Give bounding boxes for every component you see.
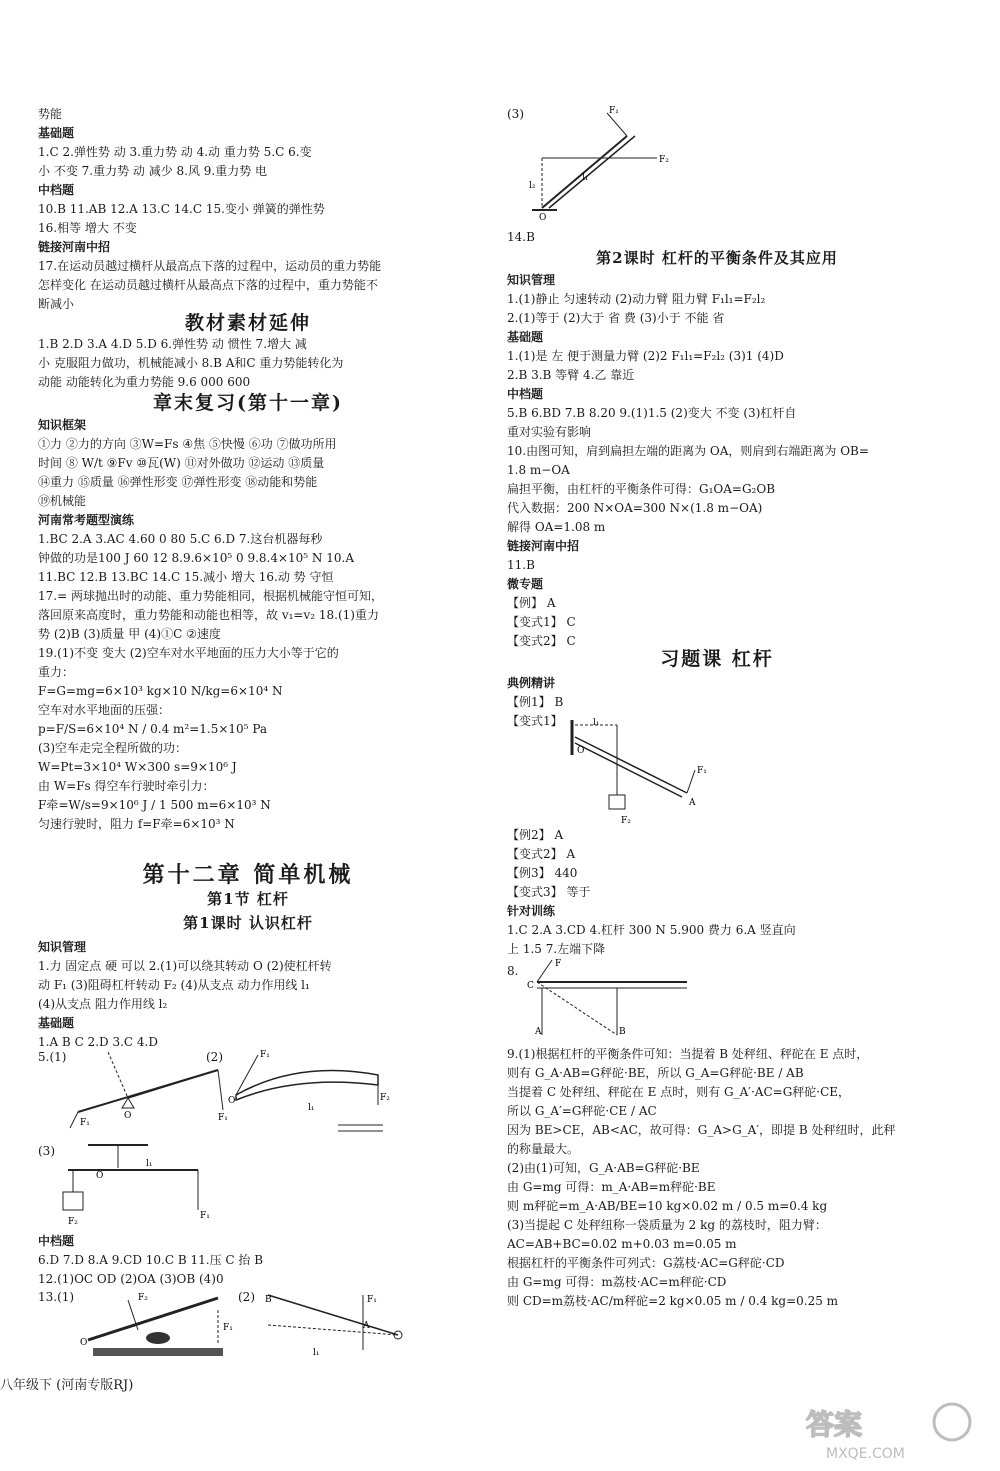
answer-line: 小 克服阻力做功，机械能减小 8.B A和C 重力势能转化为 <box>38 356 344 370</box>
svg-text:A: A <box>689 798 696 808</box>
energy-answers <box>38 105 458 314</box>
answer-line: 10.由图可知，肩到扁担左端的距离为 OA，则肩到右端距离为 OB= <box>507 444 869 458</box>
answer-line: (4)从支点 阻力作用线 l₂ <box>38 997 168 1011</box>
svg-text:B: B <box>619 1027 626 1037</box>
question-9 <box>507 1045 927 1311</box>
lesson-2-title: 第2课时 杠杆的平衡条件及其应用 <box>596 249 838 267</box>
figure-5-2 <box>228 1045 388 1135</box>
answer-line: W=Pt=3×10⁴ W×300 s=9×10⁶ J <box>38 760 237 774</box>
answer-line: 1.A B C 2.D 3.C 4.D <box>38 1035 158 1049</box>
svg-text:F₂: F₂ <box>621 816 631 826</box>
answer-line: 则 CD=m荔枝·AC/m秤砣=2 kg×0.05 m / 0.4 kg=0.25 m <box>507 1294 839 1308</box>
answer-line: 当提着 C 处秤纽、秤砣在 E 点时，则有 G_A′·AC=G秤砣·CE， <box>507 1085 851 1099</box>
answer-line: 则 m秤砣=m_A·AB/BE=10 kg×0.02 m / 0.5 m=0.4 kg <box>507 1199 828 1213</box>
answer-line: 怎样变化 在运动员越过横杆从最高点下落的过程中，重力势能不 <box>38 278 378 292</box>
watermark-logo <box>800 1400 990 1464</box>
answer-line: 【例1】 B <box>507 695 564 709</box>
review-answers <box>38 416 458 834</box>
answer-line: 【例2】 A <box>507 828 564 842</box>
label-8: 8. <box>507 964 519 978</box>
svg-text:l₁: l₁ <box>313 1348 320 1358</box>
svg-text:答案: 答案 <box>806 1408 863 1441</box>
section-label: 典例精讲 <box>507 676 556 690</box>
svg-text:F₁: F₁ <box>80 1118 90 1128</box>
figure-5-1 <box>68 1050 228 1128</box>
lesson-2-answers <box>507 271 927 651</box>
answer-line: 【变式1】 <box>507 714 563 728</box>
svg-text:B: B <box>265 1295 272 1305</box>
section-label: 链接河南中招 <box>507 539 580 553</box>
svg-text:l₁: l₁ <box>146 1159 153 1169</box>
answer-line: 势 (2)B (3)质量 甲 (4)①C ②速度 <box>38 627 221 641</box>
section-label: 基础题 <box>38 126 75 140</box>
svg-text:F₁: F₁ <box>367 1295 377 1305</box>
answer-line: 落回原来高度时，重力势能和动能也相等，故 v₁=v₂ 18.(1)重力 <box>38 608 379 622</box>
svg-text:O: O <box>577 746 585 756</box>
section-label: 知识管理 <box>507 273 556 287</box>
section-label: 基础题 <box>507 330 544 344</box>
section-1-title: 第1节 杠杆 <box>207 890 289 908</box>
figure-5-3 <box>58 1140 218 1230</box>
answer-line: 重力： <box>38 665 75 679</box>
answer-line: (3)当提起 C 处秤纽称一袋质量为 2 kg 的荔枝时，阻力臂： <box>507 1218 827 1232</box>
figure-variant-1 <box>567 715 737 825</box>
answer-line: 【例3】 440 <box>507 866 578 880</box>
section-label: 中档题 <box>507 387 544 401</box>
section-label: 知识管理 <box>38 940 87 954</box>
answer-line: 小 不变 7.重力势 动 减少 8.风 9.重力势 电 <box>38 164 268 178</box>
answer-line: ⑲机械能 <box>38 494 87 508</box>
label-5-1: 5.(1) <box>38 1050 67 1064</box>
label-13-2: (2) <box>238 1290 255 1304</box>
figure-13-1 <box>78 1290 238 1360</box>
answer-line: 12.(1)OC OD (2)OA (3)OB (4)0 <box>38 1272 224 1286</box>
answer-line: 扁担平衡，由杠杆的平衡条件可得：G₁OA=G₂OB <box>507 482 776 496</box>
svg-text:F₂: F₂ <box>659 155 669 165</box>
svg-text:A: A <box>363 1321 370 1331</box>
lesson-1-title: 第1课时 认识杠杆 <box>183 914 313 932</box>
answer-line: 5.B 6.BD 7.B 8.20 9.(1)1.5 (2)变大 不变 (3)杠杆自 <box>507 406 797 420</box>
svg-text:O: O <box>80 1338 88 1348</box>
svg-text:C: C <box>527 981 534 991</box>
label-3: (3) <box>507 107 524 121</box>
svg-text:MXQE.COM: MXQE.COM <box>826 1446 905 1462</box>
svg-text:F₂: F₂ <box>138 1293 148 1303</box>
answer-line: 1.B 2.D 3.A 4.D 5.D 6.弹性势 动 惯性 7.增大 减 <box>38 337 307 351</box>
answer-line: 时间 ⑧ W/t ⑨Fv ⑩瓦(W) ⑪对外做功 ⑫运动 ⑬质量 <box>38 456 325 470</box>
answer-line: 6.D 7.D 8.A 9.CD 10.C B 11.压 C 抬 B <box>38 1253 264 1267</box>
answer-line: 17.= 两球抛出时的动能、重力势能相同，根据机械能守恒可知， <box>38 589 383 603</box>
answer-line: 17.在运动员越过横杆从最高点下落的过程中，运动员的重力势能 <box>38 259 382 273</box>
answer-line: 钟做的功是100 J 60 12 8.9.6×10⁵ 0 9.8.4×10⁵ N 10.A <box>38 551 354 565</box>
label-5-2: (2) <box>206 1050 223 1064</box>
answer-line: 根据杠杆的平衡条件可列式：G荔枝·AC=G秤砣·CD <box>507 1256 785 1270</box>
answer-line: F牵=W/s=9×10⁶ J / 1 500 m=6×10³ N <box>38 798 271 812</box>
answer-line: 匀速行驶时，阻力 f=F牵=6×10³ N <box>38 817 235 831</box>
section-label: 微专题 <box>507 577 544 591</box>
answer-line: 解得 OA=1.08 m <box>507 520 606 534</box>
lesson-1-answers <box>38 938 458 1052</box>
svg-text:F₁: F₁ <box>260 1050 270 1060</box>
svg-text:O: O <box>228 1096 236 1106</box>
answer-line: 代入数据：200 N×OA=300 N×(1.8 m−OA) <box>507 501 763 515</box>
svg-text:F₁: F₁ <box>697 766 707 776</box>
answer-line: 【变式2】 C <box>507 634 576 648</box>
answer-line: 9.(1)根据杠杆的平衡条件可知：当提着 B 处秤纽、秤砣在 E 点时， <box>507 1047 869 1061</box>
answer-line: 动能 动能转化为重力势能 9.6 000 600 <box>38 375 251 389</box>
page-footer: 八年级下 (河南专版RJ) <box>0 1378 134 1393</box>
section-title-review: 章末复习(第十一章) <box>153 392 343 414</box>
figure-13-2 <box>263 1290 413 1360</box>
answer-line: 16.相等 增大 不变 <box>38 221 137 235</box>
figure-8 <box>527 960 697 1035</box>
answer-line: 1.C 2.A 3.CD 4.杠杆 300 N 5.900 费力 6.A 竖直向 <box>507 923 796 937</box>
svg-text:F₂: F₂ <box>68 1217 78 1227</box>
section-label: 知识框架 <box>38 418 87 432</box>
svg-text:l₁: l₁ <box>308 1103 315 1113</box>
figure-3 <box>527 106 687 223</box>
answer-line: 【变式1】 C <box>507 615 576 629</box>
svg-text:O: O <box>124 1111 132 1121</box>
answer-line: 1.BC 2.A 3.AC 4.60 0 80 5.C 6.D 7.这台机器每秒 <box>38 532 323 546</box>
answer-line: 则有 G_A·AB=G秤砣·BE，所以 G_A=G秤砣·BE / AB <box>507 1066 804 1080</box>
chapter-title: 第十二章 简单机械 <box>142 862 354 888</box>
answer-line: 重对实验有影响 <box>507 425 592 439</box>
answer-line: 的称量最大。 <box>507 1142 580 1156</box>
answer-line: 1.(1)静止 匀速转动 (2)动力臂 阻力臂 F₁l₁=F₂l₂ <box>507 292 766 306</box>
answer-line: 1.8 m−OA <box>507 463 570 477</box>
line-14: 14.B <box>507 230 535 244</box>
answer-line: 空车对水平地面的压强： <box>38 703 171 717</box>
svg-text:l₁: l₁ <box>593 718 600 728</box>
svg-text:F: F <box>555 959 562 969</box>
answer-line: 【变式2】 A <box>507 847 576 861</box>
mid-answers <box>38 1232 458 1289</box>
section-label: 链接河南中招 <box>38 240 111 254</box>
svg-text:l₂: l₂ <box>529 181 536 191</box>
section-label: 针对训练 <box>507 904 556 918</box>
practice-title: 习题课 杠杆 <box>660 648 774 670</box>
section-title-extend: 教材素材延伸 <box>184 312 311 334</box>
svg-text:A: A <box>535 1027 542 1037</box>
answer-line: 2.B 3.B 等臂 4.乙 靠近 <box>507 368 635 382</box>
answer-line: 1.(1)是 左 便于测量力臂 (2)2 F₁l₁=F₂l₂ (3)1 (4)D <box>507 349 784 363</box>
answer-line: (3)空车走完全程所做的功： <box>38 741 187 755</box>
answer-line: 因为 BE>CE，AB<AC，故可得：G_A>G_A′，即提 B 处秤纽时，此秤 <box>507 1123 896 1137</box>
answer-line: 2.(1)等于 (2)大于 省 费 (3)小于 不能 省 <box>507 311 725 325</box>
answer-line: 19.(1)不变 变大 (2)空车对水平地面的压力大小等于它的 <box>38 646 339 660</box>
practice-mid <box>507 826 927 959</box>
svg-text:F₁: F₁ <box>218 1113 228 1123</box>
answer-line: (2)由(1)可知，G_A·AB=G秤砣·BE <box>507 1161 700 1175</box>
answer-line: 上 1.5 7.左端下降 <box>507 942 606 956</box>
answer-line: 11.B <box>507 558 535 572</box>
answer-line: 断减小 <box>38 297 75 311</box>
extend-answers <box>38 335 458 392</box>
answer-line: p=F/S=6×10⁴ N / 0.4 m²=1.5×10⁵ Pa <box>38 722 268 736</box>
answer-line: ①力 ②力的方向 ③W=Fs ④焦 ⑤快慢 ⑥功 ⑦做功所用 <box>38 437 337 451</box>
section-label: 中档题 <box>38 1234 75 1248</box>
answer-line: 【变式3】 等于 <box>507 885 591 899</box>
answer-line: 1.力 固定点 硬 可以 2.(1)可以绕其转动 O (2)使杠杆转 <box>38 959 332 973</box>
label-5-3: (3) <box>38 1144 55 1158</box>
answer-line: 由 G=mg 可得：m荔枝·AC=m秤砣·CD <box>507 1275 727 1289</box>
svg-text:O: O <box>539 213 547 223</box>
svg-text:F₁: F₁ <box>200 1211 210 1221</box>
answer-line: 所以 G_A′=G秤砣·CE / AC <box>507 1104 657 1118</box>
answer-line: AC=AB+BC=0.02 m+0.03 m=0.05 m <box>507 1237 737 1251</box>
label-13-1: 13.(1) <box>38 1290 75 1304</box>
section-label: 中档题 <box>38 183 75 197</box>
svg-text:F₂: F₂ <box>380 1093 390 1103</box>
answer-line: 10.B 11.AB 12.A 13.C 14.C 15.变小 弹簧的弹性势 <box>38 202 325 216</box>
svg-text:F₁: F₁ <box>223 1323 233 1333</box>
answer-line: F=G=mg=6×10³ kg×10 N/kg=6×10⁴ N <box>38 684 283 698</box>
answer-line: 动 F₁ (3)阻碍杠杆转动 F₂ (4)从支点 动力作用线 l₁ <box>38 978 310 992</box>
answer-line: 势能 <box>38 107 63 121</box>
section-label: 河南常考题型演练 <box>38 513 135 527</box>
answer-line: 1.C 2.弹性势 动 3.重力势 动 4.动 重力势 5.C 6.变 <box>38 145 312 159</box>
answer-line: 由 G=mg 可得：m_A·AB=m秤砣·BE <box>507 1180 716 1194</box>
answer-line: 【例】 A <box>507 596 556 610</box>
svg-text:O: O <box>96 1171 104 1181</box>
svg-text:F₁: F₁ <box>609 106 619 116</box>
svg-text:l₁: l₁ <box>582 173 589 183</box>
section-label: 基础题 <box>38 1016 75 1030</box>
answer-line: ⑭重力 ⑮质量 ⑯弹性形变 ⑰弹性形变 ⑱动能和势能 <box>38 475 318 489</box>
answer-line: 由 W=Fs 得空车行驶时牵引力： <box>38 779 215 793</box>
answer-line: 11.BC 12.B 13.BC 14.C 15.减小 增大 16.动 势 守恒 <box>38 570 334 584</box>
